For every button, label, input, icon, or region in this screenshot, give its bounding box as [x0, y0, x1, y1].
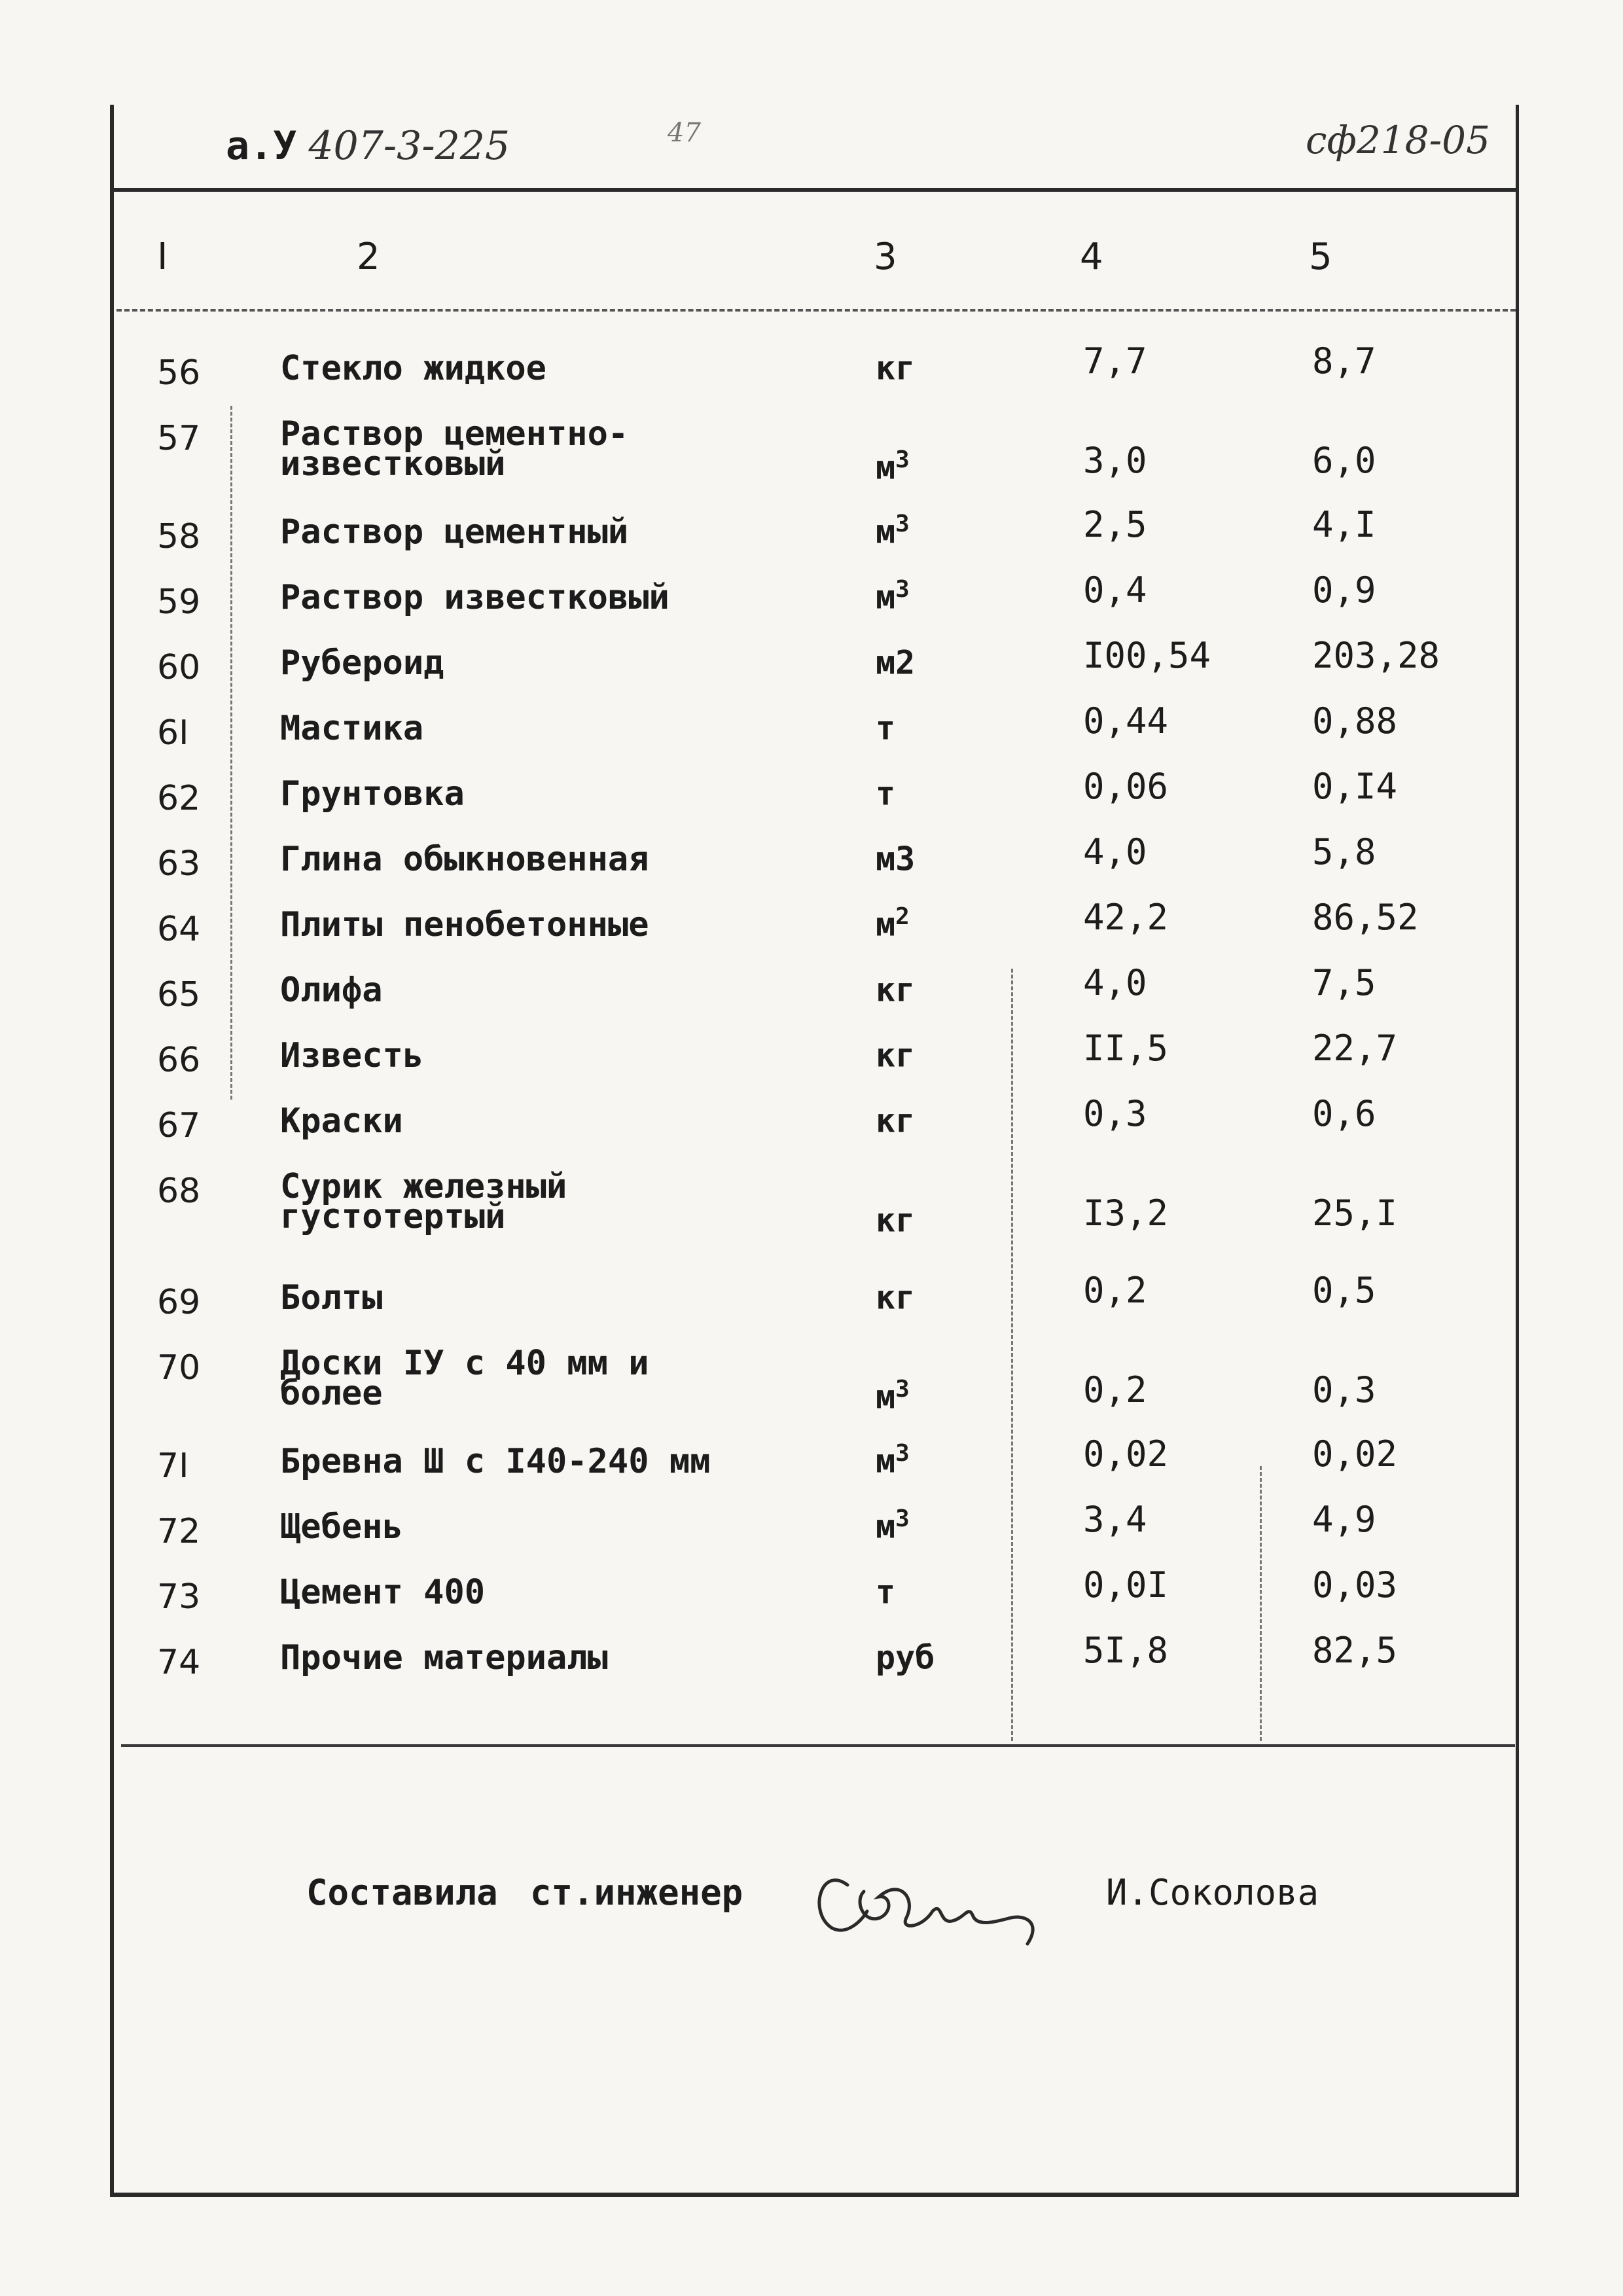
unit-base: т [876, 774, 896, 813]
row-number: 57 [157, 419, 201, 458]
document-code-number: 407-3-225 [308, 123, 510, 169]
material-name: Рубероид [280, 643, 444, 683]
value-col-5: 0,6 [1312, 1093, 1376, 1134]
unit-base: кг [876, 1036, 916, 1075]
unit [876, 969, 915, 1009]
value-col-5: 25,I [1312, 1193, 1398, 1234]
value-col-5: 203,28 [1312, 635, 1440, 676]
column-divider-5 [1260, 1466, 1262, 1741]
value-col-5: 0,I4 [1312, 766, 1398, 807]
unit [876, 772, 895, 813]
value-col-4: 0,2 [1083, 1270, 1147, 1311]
unit-base: м2 [876, 643, 916, 682]
compiled-by-label: Составила [306, 1872, 498, 1913]
unit-base: т [876, 1573, 896, 1611]
signature [802, 1839, 1077, 1970]
column-header-1: I [157, 236, 168, 278]
unit-base: кг [876, 971, 916, 1009]
value-col-5: 0,02 [1312, 1433, 1398, 1475]
unit-base: м [876, 1442, 896, 1480]
header-rule [110, 188, 1519, 192]
value-col-5: 22,7 [1312, 1028, 1398, 1069]
value-col-5: 0,5 [1312, 1270, 1376, 1311]
row-number: 60 [157, 648, 201, 687]
unit-base: кг [876, 1278, 916, 1317]
unit-base: м3 [876, 840, 916, 878]
value-col-5: 5,8 [1312, 831, 1376, 872]
column-divider-1 [230, 406, 232, 1100]
value-col-5: 4,I [1312, 504, 1376, 545]
unit [876, 1571, 895, 1611]
material-name: Глина обыкновенная [280, 840, 649, 879]
page-mark: 47 [668, 118, 701, 148]
sheet-code: сф218-05 [1306, 118, 1490, 162]
value-col-5: 6,0 [1312, 440, 1376, 481]
value-col-4: 4,0 [1083, 962, 1147, 1003]
row-number: 68 [157, 1172, 201, 1211]
material-name: Раствор известковый [280, 578, 669, 617]
value-col-4: 0,2 [1083, 1369, 1147, 1410]
material-name: Раствор цементный [280, 512, 629, 552]
unit [876, 641, 915, 682]
row-number: 74 [157, 1643, 201, 1682]
row-number: 63 [157, 844, 201, 884]
unit [876, 1376, 910, 1416]
value-col-4: 5I,8 [1083, 1630, 1169, 1671]
value-col-4: 0,02 [1083, 1433, 1169, 1475]
unit-base: м [876, 905, 896, 944]
row-number: 58 [157, 517, 201, 556]
unit-base: м [876, 1507, 896, 1546]
value-col-4: 0,06 [1083, 766, 1169, 807]
material-name: Плиты пенобетонные [280, 905, 649, 944]
value-col-4: 3,0 [1083, 440, 1147, 481]
material-name: Доски IУ с 40 мм и более [280, 1344, 649, 1413]
material-name: Известь [280, 1036, 424, 1075]
unit [876, 903, 910, 944]
column-divider-4 [1011, 969, 1013, 1741]
value-col-4: 7,7 [1083, 340, 1147, 382]
unit-base: м [876, 448, 896, 487]
unit [876, 1100, 915, 1140]
unit-base: м [876, 1378, 896, 1416]
unit-exponent: 3 [895, 1440, 910, 1467]
column-header-4: 4 [1080, 236, 1103, 278]
unit [876, 511, 910, 551]
unit [876, 1034, 915, 1075]
unit-base: кг [876, 1102, 916, 1140]
value-col-5: 0,9 [1312, 569, 1376, 611]
material-name: Болты [280, 1278, 383, 1318]
row-number: 70 [157, 1348, 201, 1388]
material-name: Бревна Ш с I40-240 мм [280, 1442, 711, 1481]
unit-base: кг [876, 1201, 916, 1240]
value-col-4: 0,0I [1083, 1564, 1169, 1605]
material-name: Мастика [280, 709, 424, 748]
row-number: 59 [157, 583, 201, 622]
material-name: Цемент 400 [280, 1573, 486, 1612]
row-number: 66 [157, 1041, 201, 1080]
unit-base: м [876, 512, 896, 551]
unit-base: м [876, 578, 896, 617]
row-number: 65 [157, 975, 201, 1014]
value-col-4: 0,44 [1083, 700, 1169, 742]
column-header-3: 3 [874, 236, 897, 278]
material-name: Раствор цементно- известковый [280, 414, 629, 484]
column-header-5: 5 [1309, 236, 1332, 278]
document-code [226, 123, 510, 169]
value-col-5: 0,88 [1312, 700, 1398, 742]
value-col-5: 4,9 [1312, 1499, 1376, 1540]
row-number: 69 [157, 1283, 201, 1322]
frame-right-edge [1516, 105, 1519, 2196]
unit-exponent: 3 [895, 576, 910, 603]
row-number: 67 [157, 1106, 201, 1145]
value-col-4: I00,54 [1083, 635, 1211, 676]
table-end-rule [121, 1744, 1515, 1747]
value-col-4: II,5 [1083, 1028, 1169, 1069]
material-name: Прочие материалы [280, 1638, 608, 1677]
value-col-4: 0,4 [1083, 569, 1147, 611]
material-name: Сурик железный густотертый [280, 1167, 567, 1236]
material-name: Олифа [280, 971, 383, 1010]
column-header-2: 2 [357, 236, 380, 278]
row-number: 62 [157, 779, 201, 818]
unit-base: т [876, 709, 896, 747]
value-col-5: 86,52 [1312, 897, 1419, 938]
engineer-position: ст.инженер [530, 1872, 743, 1913]
value-col-4: 0,3 [1083, 1093, 1147, 1134]
material-name: Краски [280, 1102, 403, 1141]
unit [876, 707, 895, 747]
frame-bottom-edge [110, 2193, 1519, 2197]
unit [876, 1440, 910, 1480]
unit-exponent: 3 [895, 446, 910, 473]
document-code-prefix: а.У [226, 123, 297, 169]
frame-left-edge [110, 105, 114, 2196]
value-col-5: 8,7 [1312, 340, 1376, 382]
value-col-4: 4,0 [1083, 831, 1147, 872]
row-number: 56 [157, 353, 201, 393]
value-col-5: 82,5 [1312, 1630, 1398, 1671]
unit [876, 1505, 910, 1546]
material-name: Стекло жидкое [280, 349, 546, 388]
unit-exponent: 2 [895, 903, 910, 930]
engineer-name: И.Соколова [1106, 1872, 1319, 1913]
unit [876, 1199, 915, 1240]
unit-base: кг [876, 349, 916, 387]
value-col-5: 0,3 [1312, 1369, 1376, 1410]
row-number: 6I [157, 713, 189, 753]
row-number: 7I [157, 1446, 189, 1486]
unit [876, 838, 915, 878]
value-col-4: 3,4 [1083, 1499, 1147, 1540]
unit [876, 446, 910, 487]
value-col-5: 0,03 [1312, 1564, 1398, 1605]
unit-exponent: 3 [895, 1505, 910, 1532]
unit-exponent: 3 [895, 511, 910, 537]
unit [876, 576, 910, 617]
unit-exponent: 3 [895, 1376, 910, 1403]
material-name: Щебень [280, 1507, 403, 1547]
value-col-4: 42,2 [1083, 897, 1169, 938]
value-col-4: I3,2 [1083, 1193, 1169, 1234]
row-number: 72 [157, 1512, 201, 1551]
unit-base: руб [876, 1638, 935, 1677]
material-name: Грунтовка [280, 774, 465, 814]
unit [876, 1636, 935, 1677]
unit [876, 1276, 915, 1317]
column-header-rule [116, 309, 1516, 312]
value-col-5: 7,5 [1312, 962, 1376, 1003]
row-number: 64 [157, 910, 201, 949]
row-number: 73 [157, 1577, 201, 1617]
unit [876, 347, 915, 387]
value-col-4: 2,5 [1083, 504, 1147, 545]
